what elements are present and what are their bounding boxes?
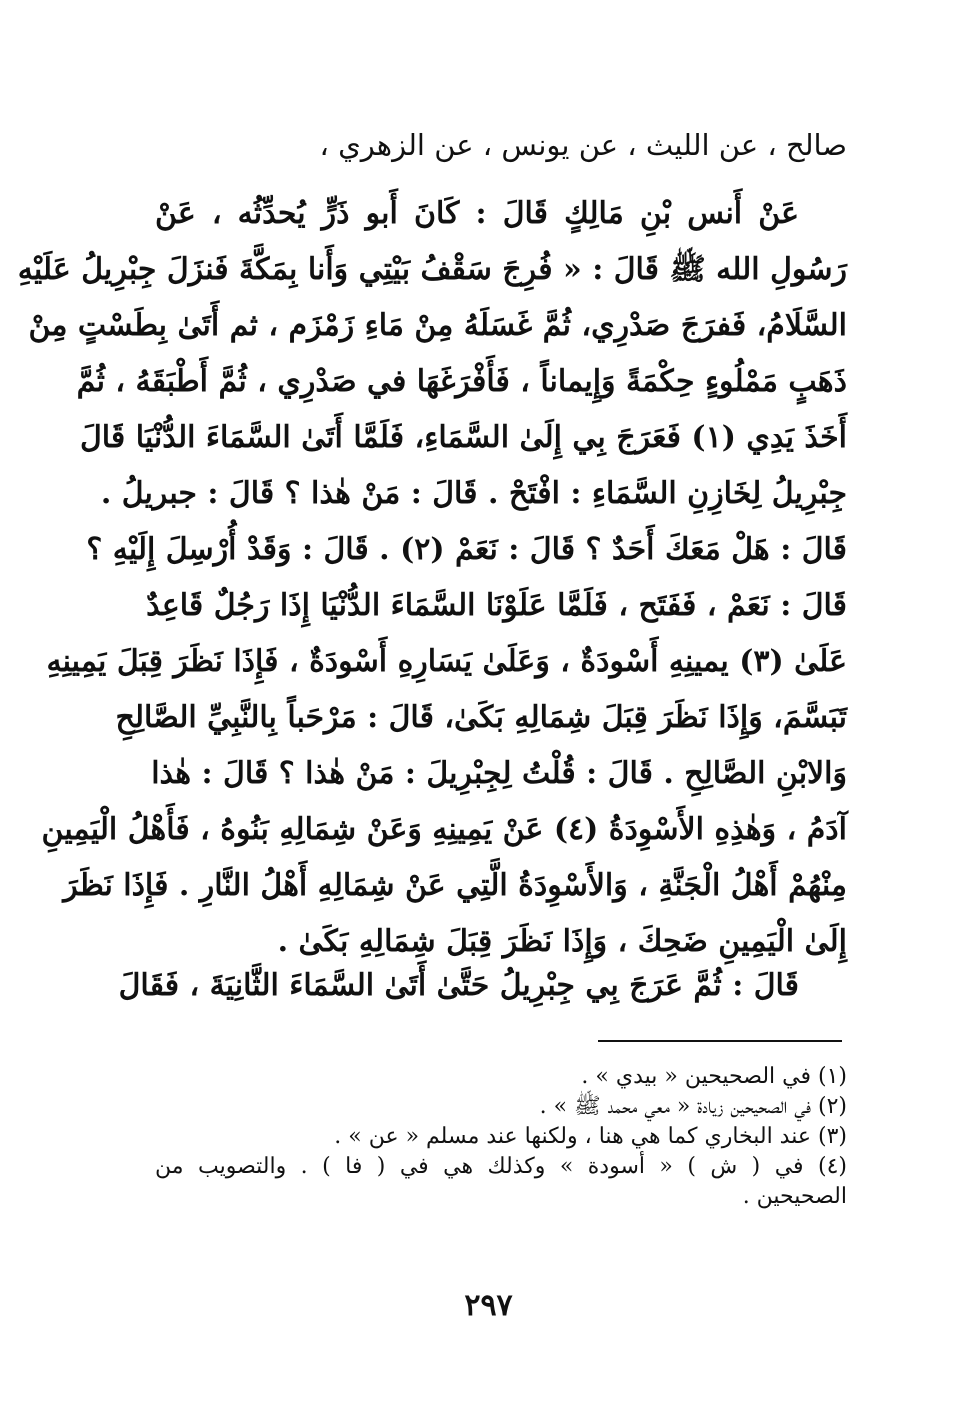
hadith-paragraph xyxy=(17,186,847,970)
text-line: مِنْهُمْ أَهْلُ الْجَنَّةِ ، وَالأَسْوِدَةُ الَّتِي عَنْ شِمَالِهِ أَهْلُ النَّارِ . فَإِذَا نَظَرَ xyxy=(63,868,847,903)
text-line: آدَمُ ، وَهٰذِهِ الأَسْوِدَةُ (٤) عَنْ يَمِينِهِ وَعَنْ شِمَالِهِ بَنُوهُ ، فَأَهْلُ الْيَمِينِ xyxy=(41,812,847,847)
footnotes xyxy=(155,1062,847,1212)
page-number: ٢٩٧ xyxy=(464,1288,513,1323)
footnote: (١) في الصحيحين « بيدي » . xyxy=(581,1064,847,1089)
text-line: عَنْ أَنس بْنِ مَالِكٍ قَالَ : كَانَ أَبو ذَرٍّ يُحدِّثُه ، عَنْ xyxy=(155,196,799,231)
text-line: جِبْرِيلُ لِخَازِنِ السَّمَاءِ : افْتَحْ . قَالَ : مَنْ هٰذا ؟ قَالَ : جبريلُ . xyxy=(100,476,847,511)
text-line: إِلَىٰ الْيَمِينِ ضَحِكَ ، وَإِذَا نَظَرَ قِبَلَ شِمَالِهِ بَكَىٰ . xyxy=(277,924,847,959)
text-line: السَّلَامُ، فَفرَجَ صَدْرِي، ثُمَّ غَسَلَهُ مِنْ مَاءِ زَمْزَم ، ثم أَتَىٰ بِطَسْتٍ مِنْ xyxy=(28,308,847,343)
isnad-line: صالح ، عن الليث ، عن يونس ، عن الزهري ، xyxy=(319,128,847,162)
footnote-continuation: الصحيحين . xyxy=(742,1184,847,1209)
second-paragraph xyxy=(118,958,847,1014)
footnote: (٢) في الصحيحين زيادة « معي محمد ﷺ » . xyxy=(539,1094,847,1119)
text-line: قَالَ : ثُمَّ عَرَجَ بِي جِبْرِيلُ حَتَّىٰ أَتَىٰ السَّمَاءَ الثَّانِيَةَ ، فَقَالَ xyxy=(118,968,799,1003)
text-line: عَلَىٰ (٣) يمينِهِ أَسْودَةٌ ، وَعَلَىٰ يَسَارِهِ أَسْودَةٌ ، فَإِذَا نَظَرَ قِبَلَ يَمِينِهِ xyxy=(46,644,847,679)
text-line: أَخَذَ يَدِي (١) فَعَرَجَ بِي إِلَىٰ السَّمَاءِ، فَلَمَّا أَتَىٰ السَّمَاءَ الدُّنْيَا قَالَ xyxy=(79,420,847,455)
footnote: (٤) في ( ش ) « أسودة » وكذلك هي في ( فا ) . والتصويب من xyxy=(155,1154,847,1179)
footnote: (٣) عند البخاري كما هي هنا ، ولكنها عند مسلم « عن » . xyxy=(334,1124,847,1149)
text-line: وَالابْنِ الصَّالِحِ . قَالَ : قُلْتُ لِجِبْرِيلَ : مَنْ هٰذا ؟ قَالَ : هٰذا xyxy=(151,756,847,791)
text-line: قَالَ : هَلْ مَعَكَ أَحَدٌ ؟ قَالَ : نَعَمْ (٢) . قَالَ : وَقَدْ أُرْسِلَ إِلَيْهِ ؟ xyxy=(86,532,847,567)
text-line: رَسُولِ الله ﷺ قَالَ : « فُرِجَ سَقْفُ بَيْتِي وَأَنا بِمَكَّةَ فَنزَلَ جِبْرِيلُ عَلَيْهِ xyxy=(17,252,847,287)
text-line: قَالَ : نَعَمْ ، فَفَتَح ، فَلَمَّا عَلَوْنَا السَّمَاءَ الدُّنْيَا إِذَا رَجُلٌ قَاعِدٌ xyxy=(146,588,847,623)
text-line: ذَهَبٍ مَمْلُوءٍ حِكْمَةً وَإِيماناً ، فَأَفْرَغَهَا في صَدْرِي ، ثُمَّ أَطْبَقَهُ ، ثُمَّ xyxy=(76,364,847,399)
text-line: تَبَسَّمَ، وَإِذَا نَظَرَ قِبَلَ شِمَالِهِ بَكَىٰ، قَالَ : مَرْحَباً بِالنَّبِيِّ الصَّالِحِ xyxy=(115,700,847,735)
footnote-separator xyxy=(598,1040,842,1042)
